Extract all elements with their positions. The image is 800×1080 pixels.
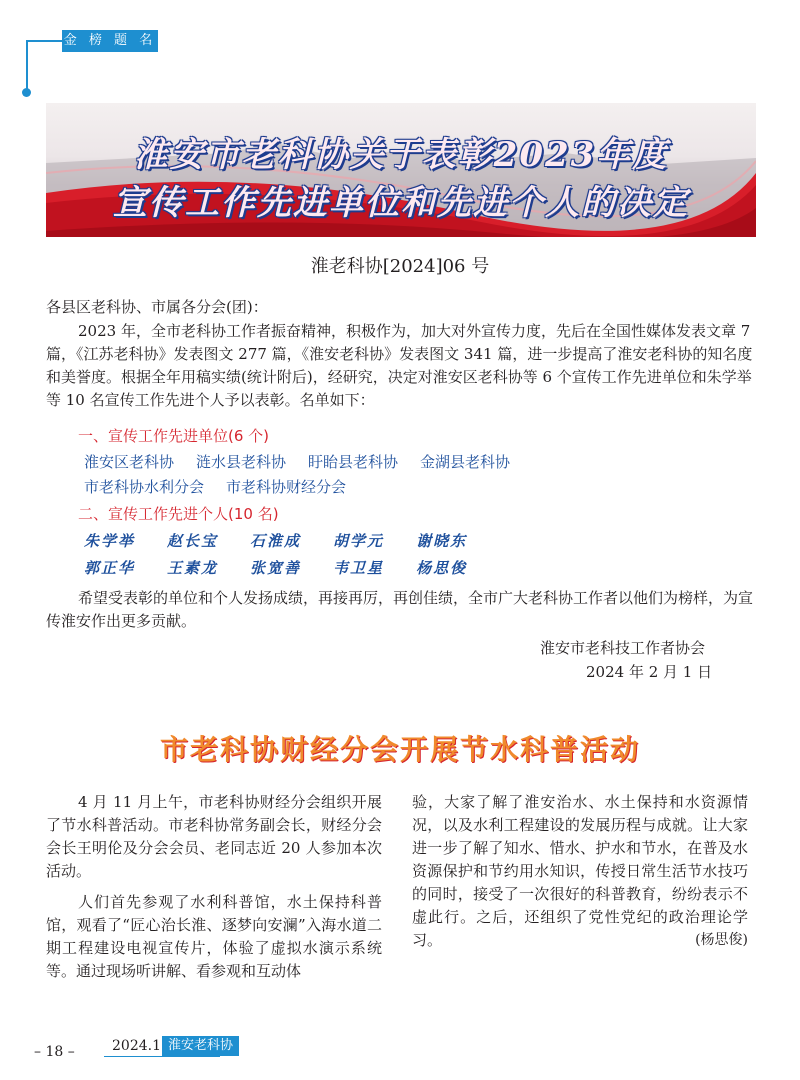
units-list-row2 <box>84 476 346 497</box>
article-column-right <box>412 791 748 952</box>
article-title: 市老科协财经分会开展节水科普活动 <box>159 733 640 766</box>
salutation: 各县区老科协、市属各分会(团)： <box>46 298 268 316</box>
banner-title-line2: 宣传工作先进单位和先进个人的决定 <box>113 183 689 223</box>
magazine-name: 淮安老科协 <box>162 1036 239 1056</box>
article-paragraph: 人们首先参观了水利科普馆，水土保持科普馆，观看了“匠心治长淮、逐梦向安澜”入海水道二期工程建设电视宣传片，体验了虚拟水演示系统等。通过现场听讲解、看参观和互动体 <box>46 893 382 980</box>
footer-line <box>104 1056 220 1057</box>
issue-label: 2024.1 <box>112 1038 161 1054</box>
unit-name: 盱眙县老科协 <box>308 453 399 471</box>
person-name: 朱学举 <box>84 532 136 550</box>
person-name: 王素龙 <box>167 559 219 577</box>
units-list-row1 <box>84 451 510 472</box>
unit-name: 市老科协水利分会 <box>84 478 205 496</box>
document-number: 淮老科协[2024]06 号 <box>310 256 490 277</box>
unit-name: 金湖县老科协 <box>420 453 511 471</box>
closing-paragraph: 希望受表彰的单位和个人发扬成绩，再接再厉，再创佳绩，全市广大老科协工作者以他们为榜样，为宣传淮安作出更多贡献。 <box>46 589 754 630</box>
article-author: (杨思俊) <box>695 932 748 948</box>
persons-heading: 二、宣传工作先进个人(10 名) <box>78 505 279 523</box>
page-number: – 18 – <box>34 1044 75 1060</box>
person-name: 韦卫星 <box>333 559 385 577</box>
unit-name: 市老科协财经分会 <box>226 478 347 496</box>
units-heading: 一、宣传工作先进单位(6 个) <box>78 427 270 445</box>
person-name: 谢晓东 <box>416 532 468 550</box>
document-date: 2024 年 2 月 1 日 <box>586 663 713 681</box>
persons-list-row1 <box>84 530 467 551</box>
title-banner <box>46 103 756 237</box>
section-tag: 金 榜 题 名 <box>62 30 158 52</box>
person-name: 张宽善 <box>250 559 302 577</box>
person-name: 胡学元 <box>333 532 385 550</box>
person-name: 石淮成 <box>250 532 302 550</box>
person-name: 郭正华 <box>84 559 136 577</box>
corner-dot <box>22 88 31 97</box>
banner-title-line1: 淮安市老科协关于表彰2023年度 <box>133 135 669 175</box>
corner-line <box>26 40 28 92</box>
person-name: 杨思俊 <box>416 559 468 577</box>
persons-list-row2 <box>84 557 467 578</box>
unit-name: 涟水县老科协 <box>196 453 287 471</box>
article-paragraph: 验，大家了解了淮安治水、水土保持和水资源情况，以及水利工程建设的发展历程与成就。让大家进一步了解了知水、惜水、护水和节水，在普及水资源保护和节约用水知识，传授日常生活节水技巧的同时，接受了一次很好的科普教育，纷纷表示不虚此行。之后，还组织了党性党纪的政治理论学习。 (杨思俊) <box>412 791 748 952</box>
article-paragraph: 4 月 11 月上午，市老科协财经分会组织开展了节水科普活动。市老科协常务副会长，财经分会会长王明伦及分会会员、老同志近 20 人参加本次活动。 <box>46 793 382 880</box>
person-name: 赵长宝 <box>167 532 219 550</box>
article-column-left <box>46 791 382 983</box>
signature: 淮安市老科技工作者协会 <box>540 639 706 657</box>
body-paragraph: 2023 年，全市老科协工作者振奋精神，积极作为，加大对外宣传力度，先后在全国性媒体发表文章 7 篇，《江苏老科协》发表图文 277 篇，《淮安老科协》发表图文 341 篇，进一步提高了淮安老科协的知名度和美誉度。根据全年用稿实绩(统计附后)，经研究，决定对淮安区老科协等 6 个宣传工作先进单位和朱学举等 10 名宣传工作先进个人予以表彰。名单如下： <box>46 322 753 409</box>
unit-name: 淮安区老科协 <box>84 453 175 471</box>
corner-line <box>26 40 62 42</box>
